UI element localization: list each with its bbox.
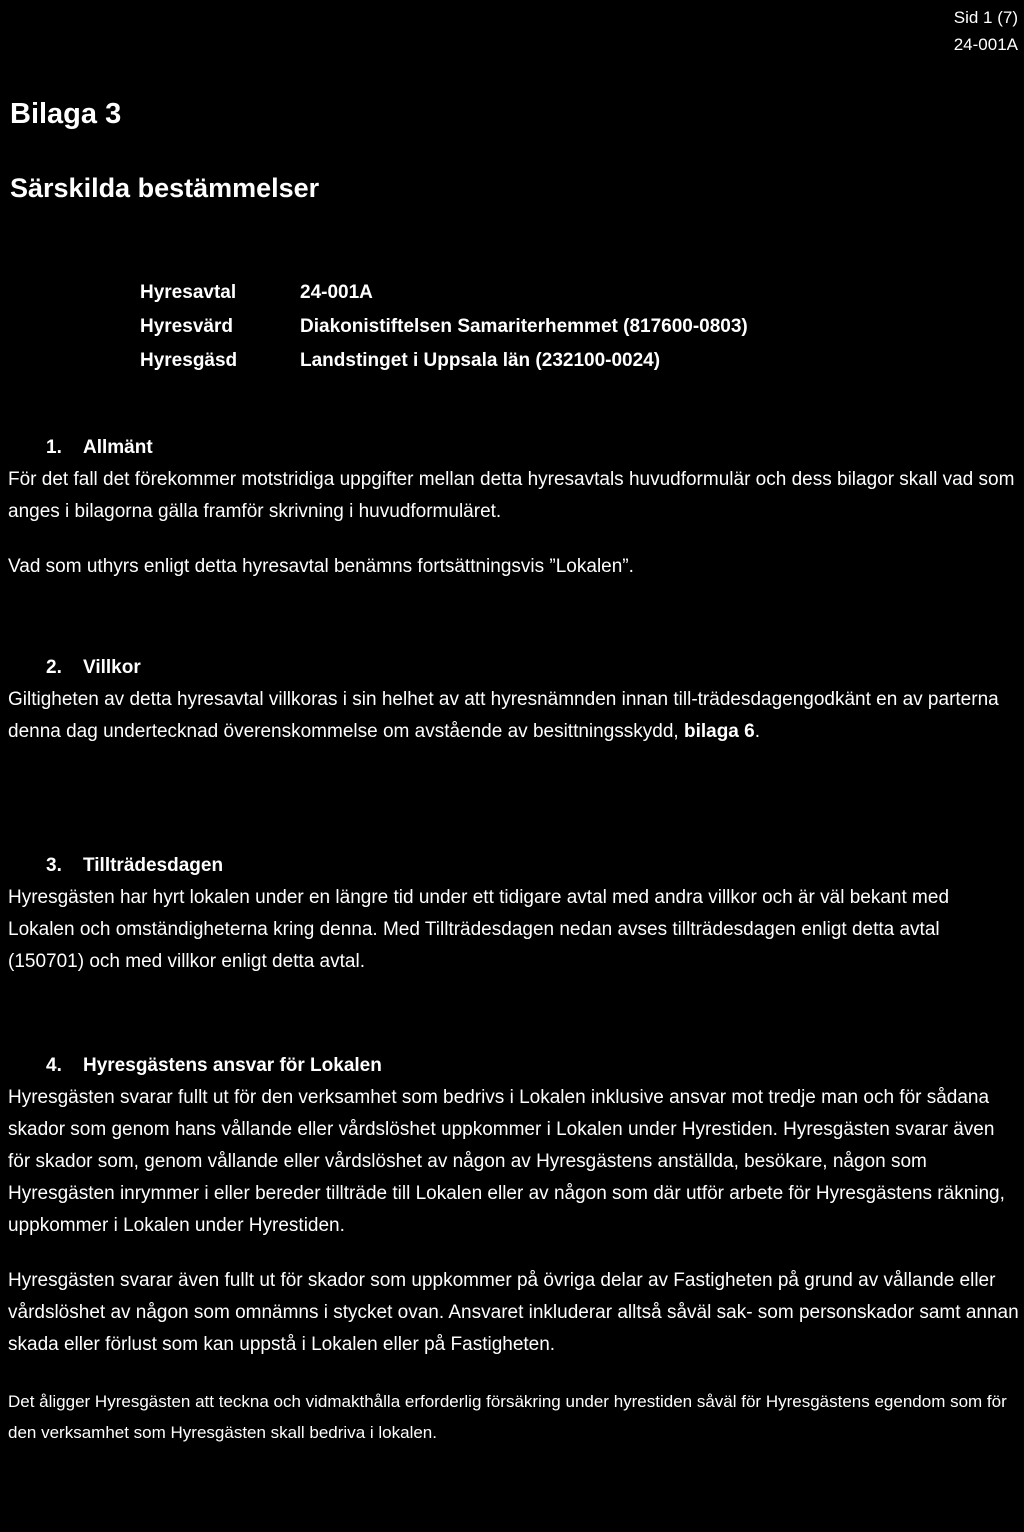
section-heading (46, 432, 1020, 464)
party-value: Diakonistiftelsen Samariterhemmet (817600-0803) (300, 316, 748, 337)
document-reference: 24-001A (953, 35, 1018, 54)
section-title: Hyresgästens ansvar för Lokalen (83, 1055, 382, 1076)
section-heading (46, 850, 1020, 882)
section-paragraph: Det åligger Hyresgästen att teckna och vidmakthålla erforderlig försäkring under hyrestiden såväl för Hyresgästens egendom som för den verksamhet som Hyresgästen skall bedriva i lokalen. (8, 1392, 1007, 1442)
party-row-landlord (140, 310, 748, 344)
section-title: Villkor (83, 657, 141, 678)
section-general (8, 432, 1020, 583)
section-paragraph: Vad som uthyrs enligt detta hyresavtal benämns fortsättningsvis ”Lokalen”. (8, 556, 634, 577)
section-tenant-responsibility (8, 1050, 1020, 1448)
section-paragraph: För det fall det förekommer motstridiga uppgifter mellan detta hyresavtals huvudformulär och dess bilagor skall vad som anges i bilagorna gälla framför skrivning i huvudformuläret. (8, 469, 1015, 522)
section-terms (8, 652, 1020, 748)
section-number: 1. (46, 437, 62, 458)
section-paragraph (8, 684, 1020, 748)
section-number: 4. (46, 1055, 62, 1076)
section-paragraph: Hyresgästen svarar även fullt ut för skador som uppkommer på övriga delar av Fastigheten på grund av vållande eller vårdslöshet av någon som omnämns i stycket ovan. Ansvaret inkluderar alltså såväl sak- som personskador samt annan skada eller förlust som kan uppstå i Lokalen eller på Fastigheten. (8, 1270, 1019, 1355)
party-row-tenant (140, 344, 748, 378)
section-number: 3. (46, 855, 62, 876)
party-label: Hyresgäsd (140, 350, 238, 371)
document-heading: Särskilda bestämmelser (10, 173, 320, 203)
parties-block (140, 276, 748, 378)
party-value: Landstinget i Uppsala län (232100-0024) (300, 350, 661, 371)
paragraph-text: Giltigheten av detta hyresavtal villkoras i sin helhet av att hyresnämnden innan till-trädesdagengodkänt en av parterna denna dag undertecknad överenskommelse om avstående av besittningsskydd, (8, 689, 999, 742)
attachment-title: Bilaga 3 (10, 98, 122, 130)
section-number: 2. (46, 657, 62, 678)
paragraph-end: . (754, 721, 760, 742)
party-label: Hyresvärd (140, 316, 233, 337)
attachment-reference: bilaga 6 (683, 721, 755, 742)
section-access-date (8, 850, 1020, 978)
section-paragraph: Hyresgästen svarar fullt ut för den verksamhet som bedrivs i Lokalen inklusive ansvar mot tredje man och för sådana skador som genom hans vållande eller vårdslöshet uppkommer i Lokalen under Hyrestiden. Hyresgästen svarar även för skador som, genom vållande eller vårdslöshet av någon av Hyresgästens anställda, besökare, någon som Hyresgästen inrymmer i eller bereder tillträde till Lokalen eller av någon som där utför arbete för Hyresgästens räkning, uppkommer i Lokalen under Hyrestiden. (8, 1087, 1005, 1236)
section-title: Allmänt (83, 437, 153, 458)
page-number: Sid 1 (7) (953, 8, 1018, 27)
section-title: Tillträdesdagen (83, 855, 224, 876)
party-row-agreement (140, 276, 748, 310)
section-heading (46, 1050, 1020, 1082)
page-reference (954, 4, 1018, 58)
section-paragraph: Hyresgästen har hyrt lokalen under en längre tid under ett tidigare avtal med andra villkor och är väl bekant med Lokalen och omständigheterna kring denna. Med Tillträdesdagen nedan avses tillträdesdagen enligt detta avtal (150701) och med villkor enligt detta avtal. (8, 887, 950, 972)
section-heading (46, 652, 1020, 684)
party-value: 24-001A (300, 282, 373, 303)
party-label: Hyresavtal (140, 282, 237, 303)
